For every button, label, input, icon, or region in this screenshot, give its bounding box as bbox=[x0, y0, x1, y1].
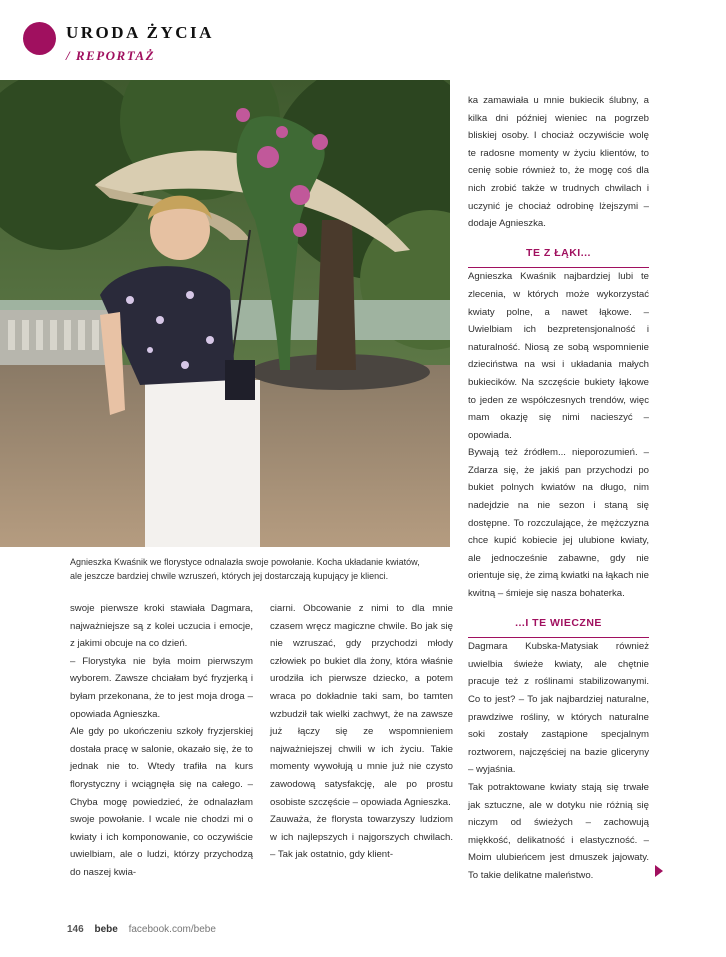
paragraph: Dagmara Kubska-Matysiak również uwielbia świeże kwiaty, ale chętnie pracuje też z roślinami stabilizowanymi. Co to jest? – To jak najbardziej naturalne, prawdziwe rośliny, w których naturalne soki zostały zastąpione specjalnym roztworem, najczęściej na bazie gliceryny – wyjaśnia. bbox=[468, 641, 649, 776]
magazine-brand: bebe bbox=[94, 924, 118, 935]
page-footer bbox=[67, 924, 216, 935]
article-column-3 bbox=[468, 92, 649, 885]
paragraph: Zauważa, że florysta towarzyszy ludziom w ich najlepszych i najgorszych chwilach. – Tak jak ostatnio, gdy klient- bbox=[270, 814, 453, 861]
subheading-meadow: TE Z ŁĄKI... bbox=[526, 246, 591, 259]
article-column-2 bbox=[270, 600, 453, 864]
section-title: URODA ŻYCIA bbox=[66, 23, 214, 42]
subheading-eternal: ...I TE WIECZNE bbox=[515, 616, 602, 629]
paragraph: swoje pierwsze kroki stawiała Dagmara, najważniejsze są z kolei uczucia i emocje, z jakimi obcuje na co dzień. bbox=[70, 603, 253, 650]
paragraph: Tak potraktowane kwiaty stają się trwałe jak sztuczne, ale w dotyku nie różnią się niczym od świeżych – zachowują miękkość, delikatność i elastyczność. – Moim ulubieńcem jest dmuszek jajowaty. To takie delikatne maleństwo. bbox=[468, 781, 649, 881]
section-marker-dot bbox=[23, 22, 56, 55]
caption-line-1: Agnieszka Kwaśnik we florystyce odnalazła swoje powołanie. Kocha układanie kwiatów, bbox=[70, 557, 420, 567]
continue-arrow-icon bbox=[655, 865, 663, 877]
paragraph: ciarni. Obcowanie z nimi to dla mnie czasem wręcz magiczne chwile. Bo jak się nie wzruszać, gdy przychodzi młody człowiek po bukiet dla żony, która właśnie urodziła ich pierwsze dziecko, a potem wraca po dokładnie taki sam, bo tamten wzbudził tak wielki zachwyt, że na zawsze już łączy się ze wspomnieniem najważniejszej chwili w ich życiu. Takie momenty wywołują u mnie już nie czysto zawodową satysfakcję, ale po prostu osobiste szczęście – opowiada Agnieszka. bbox=[270, 603, 453, 808]
page-number: 146 bbox=[67, 924, 84, 935]
florist-photo bbox=[0, 80, 450, 547]
paragraph: ka zamawiała u mnie bukiecik ślubny, a kilka dni później wieniec na pogrzeb bliskiej osoby. I chociaż oczywiście wolę te radosne momenty w życiu klientów, to cenię sobie również to, że mogę coś dla nich zrobić także w trudnych chwilach i uczynić je chociaż odrobinę lżejszymi – dodaje Agnieszka. bbox=[468, 95, 649, 230]
section-subtitle: / REPORTAŻ bbox=[66, 48, 156, 63]
paragraph: Ale gdy po ukończeniu szkoły fryzjerskiej dostała pracę w salonie, okazało się, że to jednak nie to. Wtedy trafiła na kurs florystyczny i wciągnęła się na całego. – Chyba mogę powiedzieć, że odnalazłam swoje powołanie. I wcale nie chodzi mi o kwiaty i ich komponowanie, co oczywiście uwielbiam, ale o ludzi, którzy przychodzą do naszej kwia- bbox=[70, 726, 253, 878]
caption-line-2: ale jeszcze bardziej chwile wzruszeń, których jej dostarczają kupujący je klienci. bbox=[70, 571, 389, 581]
article-column-1 bbox=[70, 600, 253, 882]
paragraph: Agnieszka Kwaśnik najbardziej lubi te zlecenia, w których może wykorzystać kwiaty polne, a nawet łąkowe. – Uwielbiam ich bezpretensjonalność i naturalność. Niosą ze sobą wspomnienie dzieciństwa na wsi i układania małych bukiecików. Na szczęście bukiety łąkowe to jeden ze współczesnych trendów, więc mam okazję się nimi nacieszyć – opowiada. bbox=[468, 271, 649, 441]
paragraph: Bywają też źródłem... nieporozumień. – Zdarza się, że jakiś pan przychodzi po bukiet polnych kwiatów na długo, nim nadejdzie na nie sezon i staną się dostępne. To rozczulające, że mężczyzna chce kupić kobiecie jej ulubione kwiaty, ale jednocześnie zabawne, gdy nie orientuje się, że zimą kwiatki na łąkach nie kwitną – śmieje się nasza bohaterka. bbox=[468, 447, 649, 600]
paragraph: – Florystyka nie była moim pierwszym wyborem. Zawsze chciałam być fryzjerką i byłam przekonana, że to jest moja droga – opowiada Agnieszka. bbox=[70, 655, 253, 720]
photo-caption bbox=[70, 555, 445, 583]
footer-url: facebook.com/bebe bbox=[128, 924, 216, 935]
